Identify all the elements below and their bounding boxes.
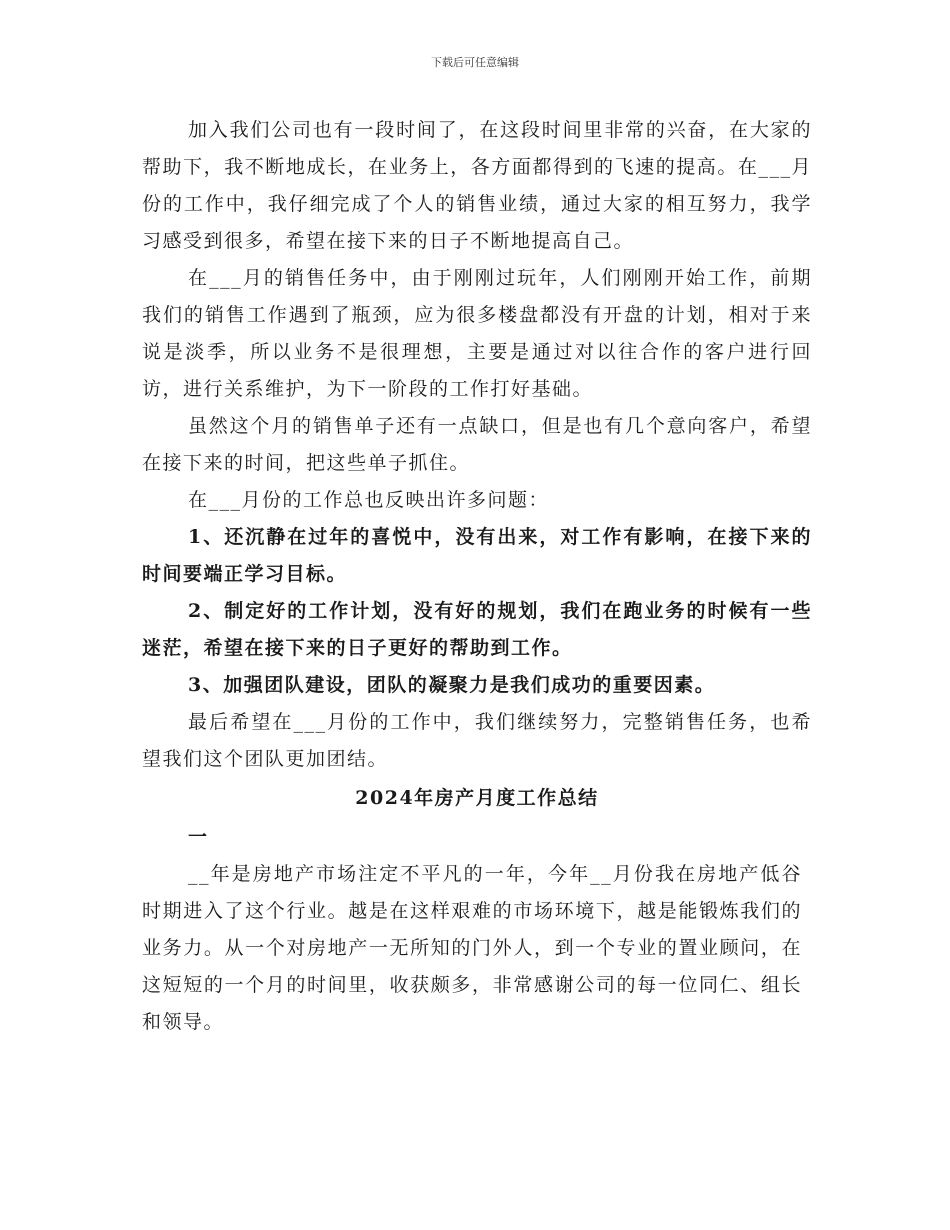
section-title: 2024年房产月度工作总结 bbox=[355, 787, 599, 809]
page-header: 下载后可任意编辑 bbox=[431, 56, 519, 69]
problem-item-2: 2、制定好的工作计划，没有好的规划，我们在跑业务的时候有一些迷茫，希望在接下来的日子更好的帮助到工作。 bbox=[142, 600, 812, 659]
document-body bbox=[142, 112, 812, 1041]
paragraph-problems-intro: 在___月份的工作总也反映出许多问题： bbox=[188, 489, 550, 511]
problem-item-1: 1、还沉静在过年的喜悦中，没有出来，对工作有影响，在接下来的时间要端正学习目标。 bbox=[142, 526, 812, 585]
paragraph-intro: 加入我们公司也有一段时间了，在这段时间里非常的兴奋，在大家的帮助下，我不断地成长，在业务上，各方面都得到的飞速的提高。在___月份的工作中，我仔细完成了个人的销售业绩，通过大家的相互努力，我学习感受到很多，希望在接下来的日子不断地提高自己。 bbox=[142, 119, 812, 252]
section-number: 一 bbox=[188, 826, 209, 848]
paragraph-closing: 最后希望在___月份的工作中，我们继续努力，完整销售任务，也希望我们这个团队更加团结。 bbox=[142, 711, 812, 770]
paragraph-sales-task: 在___月的销售任务中，由于刚刚过玩年，人们刚刚开始工作，前期我们的销售工作遇到了瓶颈，应为很多楼盘都没有开盘的计划，相对于来说是淡季，所以业务不是很理想，主要是通过对以往合作的客户进行回访，进行关系维护，为下一阶段的工作打好基础。 bbox=[142, 267, 812, 400]
problem-item-3: 3、加强团队建设，团队的凝聚力是我们成功的重要因素。 bbox=[188, 674, 716, 696]
paragraph-orders: 虽然这个月的销售单子还有一点缺口，但是也有几个意向客户，希望在接下来的时间，把这些单子抓住。 bbox=[142, 415, 812, 474]
section-paragraph: __年是房地产市场注定不平凡的一年，今年__月份我在房地产低谷时期进入了这个行业。越是在这样艰难的市场环境下，越是能锻炼我们的业务力。从一个对房地产一无所知的门外人，到一个专业的置业顾问，在这短短的一个月的时间里，收获颇多，非常感谢公司的每一位同仁、组长和领导。 bbox=[142, 863, 802, 1033]
